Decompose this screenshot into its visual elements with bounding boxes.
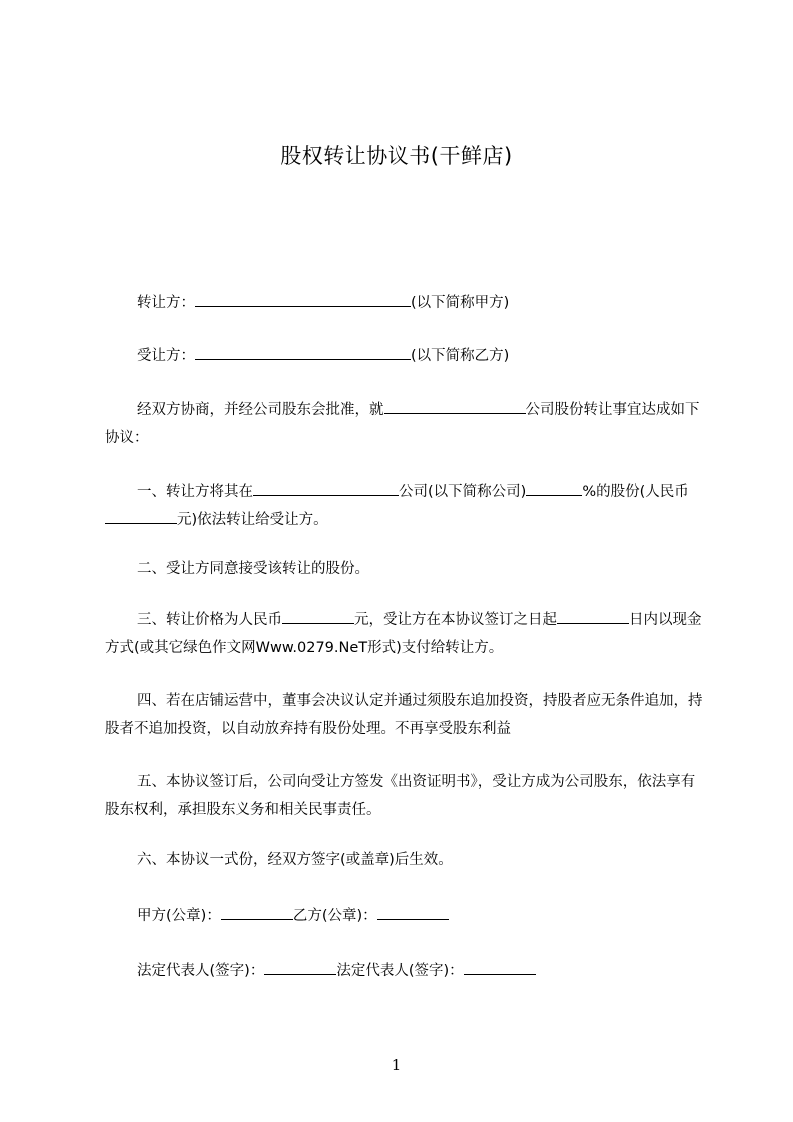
clause-6: 六、本协议一式份，经双方签字(或盖章)后生效。 — [137, 852, 453, 868]
clause-1-amount-blank[interactable] — [105, 509, 177, 524]
representative-line — [137, 960, 737, 981]
clause-3 — [105, 606, 705, 662]
seal-line — [137, 905, 737, 926]
transferee-label: 受让方： — [137, 348, 195, 364]
clause-1-part-3: %的股份(人民币 — [582, 484, 689, 500]
party-a-seal-blank[interactable] — [221, 905, 293, 920]
clause-1-percent-blank[interactable] — [526, 481, 582, 496]
rep-a-label: 法定代表人(签字)： — [137, 963, 265, 979]
clause-3-part-2: 元，受让方在本协议签订之日起 — [354, 612, 557, 628]
clause-3-part-1: 三、转让价格为人民币 — [137, 612, 282, 628]
transferor-suffix: (以下简称甲方) — [411, 295, 510, 311]
document-title: 股权转让协议书(干鲜店) — [280, 144, 513, 168]
intro-text-before: 经双方协商，并经公司股东会批准，就 — [137, 402, 384, 418]
clause-3-part-3: 日内以现金方式(或其它绿色作文网Www.0279.NeT形式)支付给转让方。 — [105, 612, 702, 656]
clause-3-days-blank[interactable] — [557, 609, 629, 624]
party-b-seal-label: 乙方(公章)： — [292, 908, 377, 924]
page-number: 1 — [391, 1056, 402, 1074]
clause-1-part-1: 一、转让方将其在 — [137, 484, 253, 500]
clause-2: 二、受让方同意接受该转让的股份。 — [137, 561, 369, 577]
clause-5: 五、本协议签订后，公司向受让方签发《出资证明书》，受让方成为公司股东，依法享有股东权利，承担股东义务和相关民事责任。 — [105, 774, 696, 818]
intro-paragraph — [105, 396, 705, 452]
intro-company-blank[interactable] — [384, 399, 526, 414]
clause-1-part-2: 公司(以下简称公司) — [399, 484, 527, 500]
transferee-line — [137, 345, 737, 366]
clause-4: 四、若在店铺运营中，董事会决议认定并通过须股东追加投资，持股者应无条件追加，持股者不追加投资，以自动放弃持有股份处理。不再享受股东利益 — [105, 693, 703, 737]
clause-1-part-4: 元)依法转让给受让方。 — [177, 512, 328, 528]
intro-text-after: 公司股份转让事宜达成如下协议： — [105, 402, 700, 446]
transferor-blank[interactable] — [195, 292, 411, 307]
transferor-line — [137, 292, 737, 313]
rep-b-blank[interactable] — [464, 960, 536, 975]
clause-1 — [105, 478, 705, 534]
party-b-seal-blank[interactable] — [377, 905, 449, 920]
clause-1-company-blank[interactable] — [253, 481, 399, 496]
rep-b-label: 法定代表人(签字)： — [336, 963, 464, 979]
party-a-seal-label: 甲方(公章)： — [137, 908, 221, 924]
transferee-blank[interactable] — [195, 345, 411, 360]
transferee-suffix: (以下简称乙方) — [411, 348, 510, 364]
transferor-label: 转让方： — [137, 295, 195, 311]
clause-3-price-blank[interactable] — [282, 609, 354, 624]
rep-a-blank[interactable] — [264, 960, 336, 975]
